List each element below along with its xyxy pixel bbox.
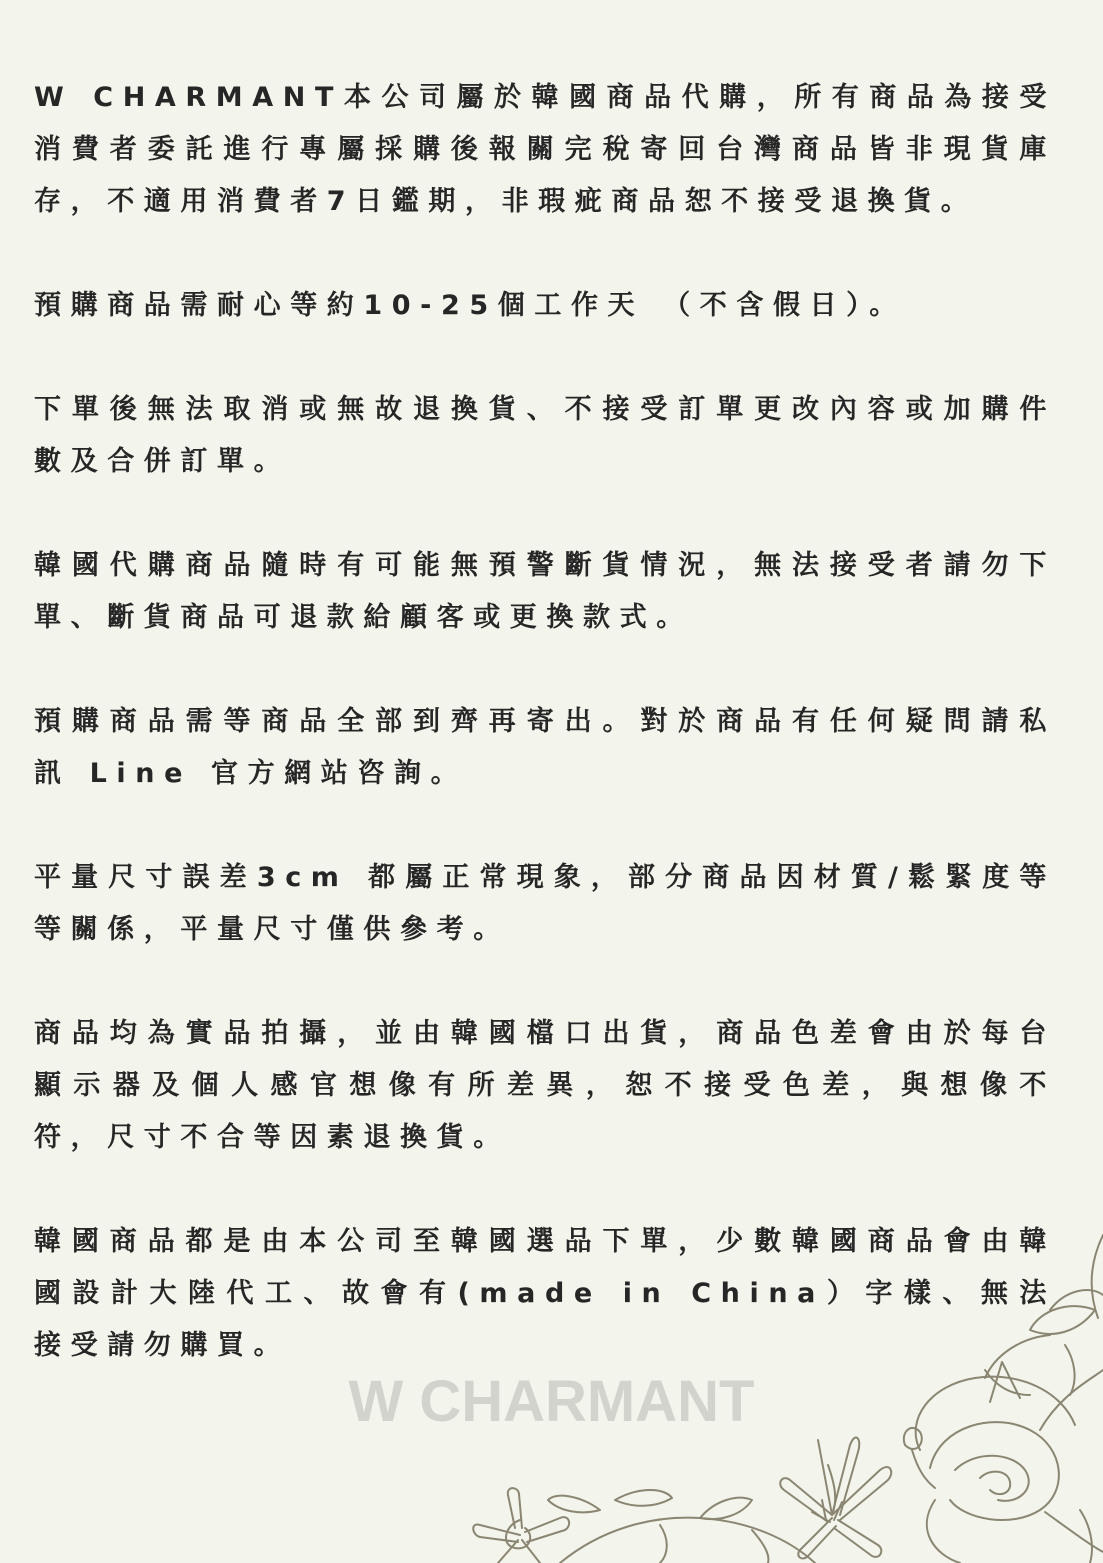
notice-paragraph-color-difference: 商品均為實品拍攝，並由韓國檔口出貨，商品色差會由於每台顯示器及個人感官想像有所差異，恕不接受色差，與想像不符，尺寸不合等因素退換貨。	[34, 1018, 1056, 1153]
notice-paragraph-stockout: 韓國代購商品隨時有可能無預警斷貨情況，無法接受者請勿下單、斷貨商品可退款給顧客或更換款式。	[34, 550, 1056, 633]
notice-paragraph-shipping: 預購商品需等商品全部到齊再寄出。對於商品有任何疑問請私訊 Line 官方網站咨詢。	[34, 706, 1056, 789]
notice-list	[34, 72, 1056, 1424]
vine-icon	[548, 1490, 815, 1563]
notice-paragraph-order-policy: W CHARMANT本公司屬於韓國商品代購，所有商品為接受消費者委託進行專屬採購後報關完稅寄回台灣商品皆非現貨庫存，不適用消費者7日鑑期，非瑕疵商品恕不接受退換貨。	[34, 82, 1056, 217]
notice-paragraph-lead-time: 預購商品需耐心等約10-25個工作天 （不含假日）。	[34, 290, 906, 321]
lily-icon	[780, 1437, 891, 1558]
notice-paragraph-no-cancel: 下單後無法取消或無故退換貨、不接受訂單更改內容或加購件數及合併訂單。	[34, 394, 1056, 477]
notice-paragraph-made-in-china: 韓國商品都是由本公司至韓國選品下單，少數韓國商品會由韓國設計大陸代工、故會有(made in China）字樣、無法接受請勿購買。	[34, 1226, 1056, 1361]
brand-watermark: W CHARMANT	[348, 1369, 755, 1434]
notice-paragraph-measurement: 平量尺寸誤差3cm 都屬正常現象，部分商品因材質/鬆緊度等等關係，平量尺寸僅供參考。	[34, 862, 1056, 945]
blossom-icon	[473, 1488, 569, 1563]
bud-icon	[904, 1428, 1092, 1563]
